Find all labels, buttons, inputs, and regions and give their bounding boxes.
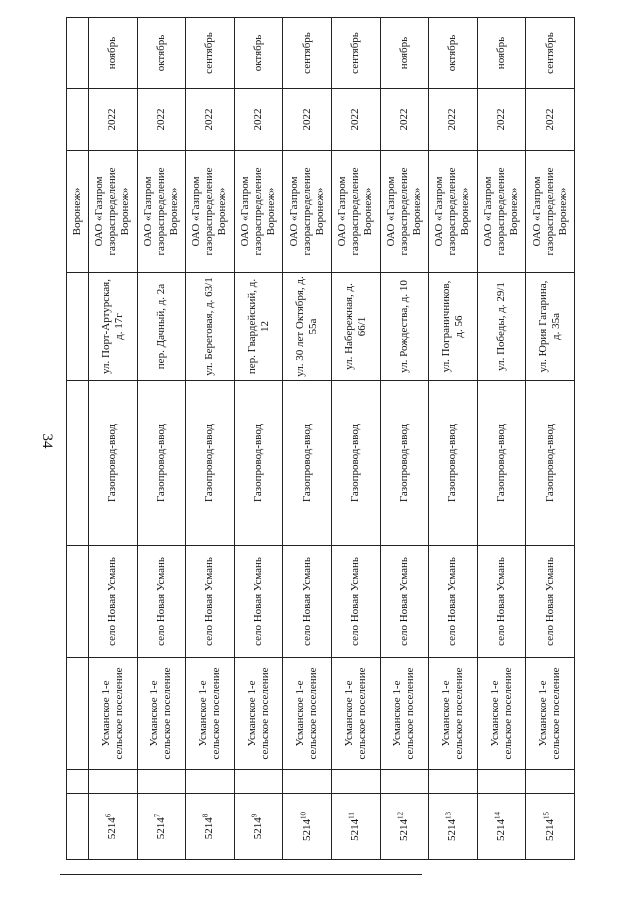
cell-organization: ОАО «Газпром газораспределение Воронеж»	[331, 151, 380, 273]
cell-code	[526, 794, 575, 860]
cell-year: 2022	[234, 89, 283, 151]
cell-locality: село Новая Усмань	[429, 546, 478, 658]
cell-empty	[67, 658, 89, 770]
code-superscript: 14	[493, 812, 502, 819]
cell-year: 2022	[526, 89, 575, 151]
cell-year: 2022	[186, 89, 235, 151]
code-number: 5214	[446, 819, 459, 841]
cell-object-type: Газопровод-ввод	[283, 381, 332, 546]
cell-empty	[67, 770, 89, 794]
cell-municipality: Усманское 1-е сельское поселение	[331, 658, 380, 770]
cell-organization: ОАО «Газпром газораспределение Воронеж»	[429, 151, 478, 273]
cell-locality: село Новая Усмань	[234, 546, 283, 658]
cell-code	[283, 794, 332, 860]
cell-organization: ОАО «Газпром газораспределение Воронеж»	[526, 151, 575, 273]
cell-code	[186, 794, 235, 860]
code-superscript: 9	[250, 813, 259, 818]
code-number: 5214	[495, 819, 508, 841]
code-number: 5214	[349, 818, 362, 841]
code-superscript: 6	[104, 813, 113, 818]
table-row	[283, 18, 332, 860]
cell-address: ул. Победы, д. 29/1	[477, 273, 526, 381]
cell-locality: село Новая Усмань	[186, 546, 235, 658]
cell-empty	[283, 770, 332, 794]
cell-locality: село Новая Усмань	[283, 546, 332, 658]
cell-year: 2022	[380, 89, 429, 151]
table-row	[89, 18, 138, 860]
cell-organization: ОАО «Газпром газораспределение Воронеж»	[234, 151, 283, 273]
cell-empty	[67, 381, 89, 546]
table-row	[137, 18, 186, 860]
cell-code	[234, 794, 283, 860]
gas-pipeline-table	[66, 17, 575, 860]
cell-empty	[477, 770, 526, 794]
cell-month: ноябрь	[477, 18, 526, 89]
cell-year: 2022	[429, 89, 478, 151]
cell-organization: ОАО «Газпром газораспределение Воронеж»	[186, 151, 235, 273]
cell-object-type: Газопровод-ввод	[380, 381, 429, 546]
code-superscript: 13	[444, 812, 453, 819]
cell-municipality: Усманское 1-е сельское поселение	[477, 658, 526, 770]
code-number: 5214	[252, 817, 265, 840]
footnote-rule	[60, 874, 422, 875]
cell-address: ул. Береговая, д. 63/1	[186, 273, 235, 381]
cell-empty	[380, 770, 429, 794]
cell-empty	[67, 794, 89, 860]
cell-month: октябрь	[137, 18, 186, 89]
cell-municipality: Усманское 1-е сельское поселение	[234, 658, 283, 770]
cell-month: сентябрь	[283, 18, 332, 89]
code-superscript: 15	[541, 812, 550, 819]
cell-address: ул. Порт-Артурская, д. 17г	[89, 273, 138, 381]
cell-empty	[137, 770, 186, 794]
cell-locality: село Новая Усмань	[137, 546, 186, 658]
cell-municipality: Усманское 1-е сельское поселение	[526, 658, 575, 770]
cell-month: сентябрь	[186, 18, 235, 89]
cell-object-type: Газопровод-ввод	[429, 381, 478, 546]
cell-object-type: Газопровод-ввод	[186, 381, 235, 546]
cell-year: 2022	[283, 89, 332, 151]
cell-month: ноябрь	[89, 18, 138, 89]
continuation-row	[67, 18, 89, 860]
cell-locality: село Новая Усмань	[526, 546, 575, 658]
code-number: 5214	[203, 817, 216, 840]
cell-code	[137, 794, 186, 860]
cell-month: сентябрь	[331, 18, 380, 89]
table-row	[526, 18, 575, 860]
code-superscript: 11	[347, 812, 356, 819]
cell-municipality: Усманское 1-е сельское поселение	[429, 658, 478, 770]
cell-year: 2022	[89, 89, 138, 151]
code-number: 5214	[300, 819, 313, 841]
cell-month: октябрь	[429, 18, 478, 89]
cell-organization: ОАО «Газпром газораспределение Воронеж»	[89, 151, 138, 273]
cell-empty	[67, 89, 89, 151]
cell-address: пер. Дачный, д. 2а	[137, 273, 186, 381]
code-number: 5214	[543, 819, 556, 841]
cell-locality: село Новая Усмань	[380, 546, 429, 658]
cell-organization: ОАО «Газпром газораспределение Воронеж»	[137, 151, 186, 273]
cell-month: сентябрь	[526, 18, 575, 89]
table-row	[477, 18, 526, 860]
code-number: 5214	[397, 819, 410, 841]
cell-organization: ОАО «Газпром газораспределение Воронеж»	[477, 151, 526, 273]
cell-year: 2022	[137, 89, 186, 151]
cell-code	[331, 794, 380, 860]
code-superscript: 7	[153, 813, 162, 818]
cell-object-type: Газопровод-ввод	[137, 381, 186, 546]
cell-municipality: Усманское 1-е сельское поселение	[186, 658, 235, 770]
code-number: 5214	[154, 817, 167, 840]
cell-municipality: Усманское 1-е сельское поселение	[380, 658, 429, 770]
table-row	[380, 18, 429, 860]
cell-empty	[186, 770, 235, 794]
table-body	[67, 18, 575, 860]
cell-year: 2022	[331, 89, 380, 151]
cell-organization: ОАО «Газпром газораспределение Воронеж»	[283, 151, 332, 273]
code-superscript: 10	[299, 812, 308, 819]
cell-organization: ОАО «Газпром газораспределение Воронеж»	[380, 151, 429, 273]
cell-municipality: Усманское 1-е сельское поселение	[283, 658, 332, 770]
cell-month: ноябрь	[380, 18, 429, 89]
cell-code	[477, 794, 526, 860]
cell-address: ул. 30 лет Октября, д. 55а	[283, 273, 332, 381]
cell-empty	[331, 770, 380, 794]
cell-locality: село Новая Усмань	[331, 546, 380, 658]
cell-year: 2022	[477, 89, 526, 151]
table-row	[234, 18, 283, 860]
cell-locality: село Новая Усмань	[477, 546, 526, 658]
cell-object-type: Газопровод-ввод	[526, 381, 575, 546]
cell-object-type: Газопровод-ввод	[89, 381, 138, 546]
cell-address: ул. Юрия Гагарина, д. 35а	[526, 273, 575, 381]
code-number: 5214	[106, 817, 119, 840]
cell-address: ул. Пограничников, д. 56	[429, 273, 478, 381]
cell-object-type: Газопровод-ввод	[331, 381, 380, 546]
cell-empty	[67, 273, 89, 381]
cell-empty	[429, 770, 478, 794]
cell-object-type: Газопровод-ввод	[477, 381, 526, 546]
cell-empty	[89, 770, 138, 794]
cell-municipality: Усманское 1-е сельское поселение	[89, 658, 138, 770]
code-superscript: 8	[201, 813, 210, 818]
cell-address: ул. Набережная, д. 66/1	[331, 273, 380, 381]
cell-organization-continuation: Воронеж»	[67, 151, 89, 273]
table-row	[186, 18, 235, 860]
cell-code	[89, 794, 138, 860]
cell-object-type: Газопровод-ввод	[234, 381, 283, 546]
cell-address: пер. Гвардейский, д. 12	[234, 273, 283, 381]
cell-address: ул. Рождества, д. 10	[380, 273, 429, 381]
table-row	[429, 18, 478, 860]
cell-municipality: Усманское 1-е сельское поселение	[137, 658, 186, 770]
cell-empty	[67, 546, 89, 658]
page-number: 34	[39, 433, 55, 449]
cell-locality: село Новая Усмань	[89, 546, 138, 658]
table-row	[331, 18, 380, 860]
cell-month: октябрь	[234, 18, 283, 89]
cell-empty	[67, 18, 89, 89]
code-superscript: 12	[396, 812, 405, 819]
rotated-table-wrapper	[66, 18, 574, 860]
cell-empty	[234, 770, 283, 794]
cell-code	[429, 794, 478, 860]
cell-empty	[526, 770, 575, 794]
cell-code	[380, 794, 429, 860]
